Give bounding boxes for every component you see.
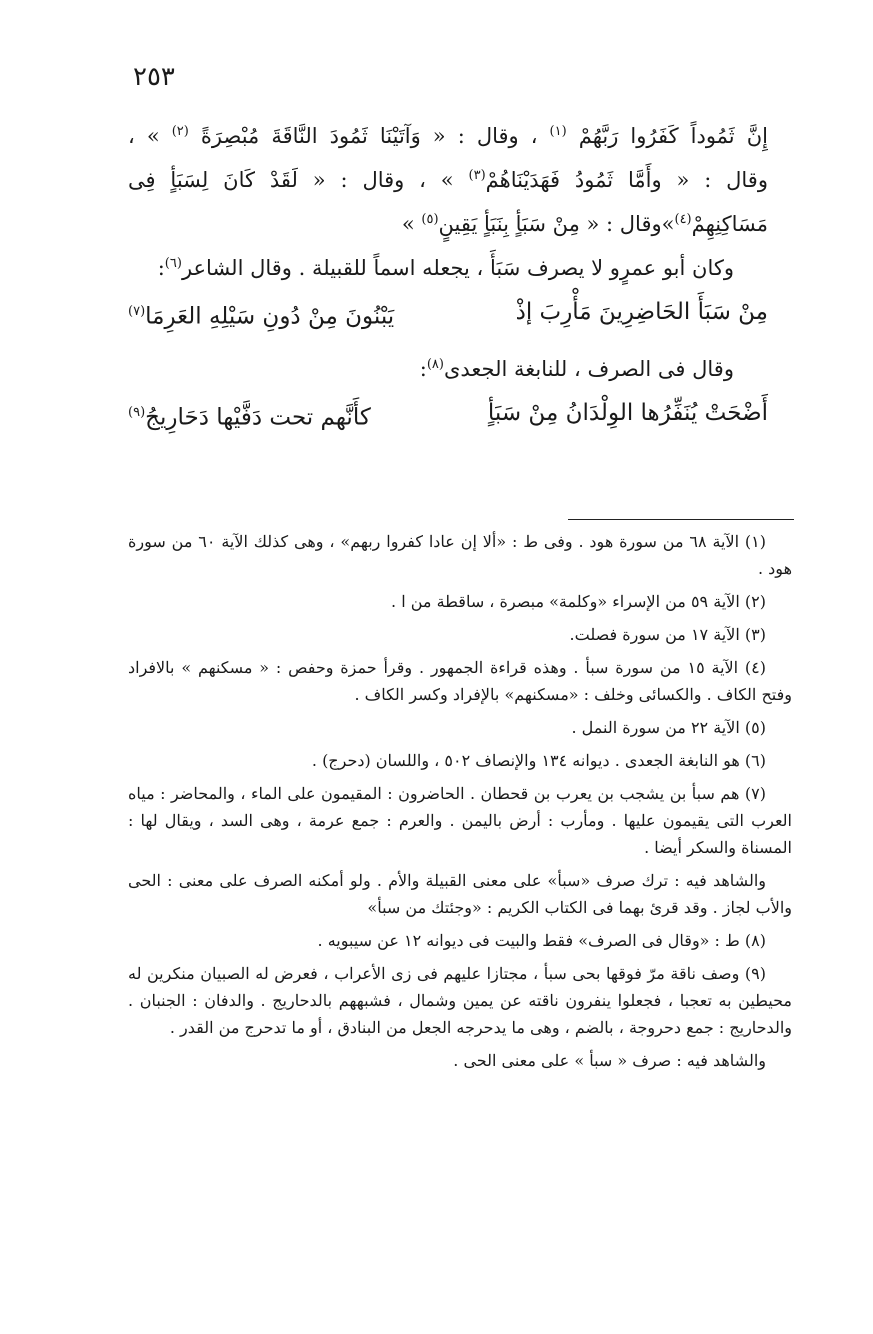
text-fragment: »	[401, 212, 415, 236]
footnote-6: (٦) هو النابغة الجعدى . ديوانه ١٣٤ والإنصاف ٥٠٢ ، واللسان (دحرج) .	[311, 751, 766, 770]
footnote-ref-4: (٤)	[674, 212, 692, 227]
footnote-2: (٢) الآية ٥٩ من الإسراء «وكلمة» مبصرة ، ساقطة من ا .	[391, 592, 766, 611]
page-number: ٢٥٣	[133, 62, 175, 92]
footnote-ref-5: (٥)	[421, 212, 439, 227]
verse-1	[128, 296, 768, 333]
footnote-7-note: والشاهد فيه : ترك صرف «سبأ» على معنى القبيلة والأم . ولو أمكنه الصرف على معنى : الحى والأب لجاز . وقد قرئ بهما فى الكتاب الكريم : «وجئتك من سبأ»	[128, 871, 792, 917]
text-fragment: » ،	[128, 124, 160, 148]
text-fragment: وكان أبو عمرٍو لا يصرف سَبَأَ ، يجعله اسماً للقبيلة . وقال الشاعر	[181, 256, 734, 280]
footnote-3: (٣) الآية ١٧ من سورة فصلت.	[569, 625, 766, 644]
verse-text: يَبْنُونَ مِنْ دُونِ سَيْلِهِ العَرِمَا	[145, 303, 395, 330]
text-fragment: مَسَاكِنِهِمْ	[691, 212, 768, 236]
text-fragment: »وقال : « مِنْ سَبَأٍ بِنَبَأٍ يَقِينٍ	[438, 212, 675, 236]
verse-1-second-hemistich	[128, 296, 394, 333]
footnote-divider	[568, 519, 794, 520]
footnote-ref-6: (٦)	[164, 256, 182, 271]
footnotes-block	[128, 528, 792, 1080]
footnote-8: (٨) ط : «وقال فى الصرف» فقط والبيت فى ديوانه ١٢ عن سيبويه .	[317, 931, 766, 950]
main-text-line-1	[128, 118, 768, 150]
footnote-1: (١) الآية ٦٨ من سورة هود . وفى ط : «ألا إن عادا كفروا ربهم» ، وهى كذلك الآية ٦٠ من سورة هود .	[128, 532, 792, 578]
main-text-line-4	[128, 250, 768, 282]
quranic-quote: إِنَّ ثَمُوداً كَفَرُوا رَبَّهُمْ	[578, 124, 768, 148]
footnote-7: (٧) هم سبأ بن يشجب بن يعرب بن قحطان . الحاضرون : المقيمون على الماء ، والمحاضر : مياه العرب التى يقيمون عليها . ومأرب : أرض باليمن . والعرم : جمع عرمة ، وهى السد ، ويقال لها : المسناة والسكر أيضا .	[128, 784, 792, 857]
footnote-5: (٥) الآية ٢٢ من سورة النمل .	[571, 718, 766, 737]
text-fragment: ، وقال : « وَآتَيْنَا ثَمُودَ النَّاقَةَ مُبْصِرَةً	[200, 124, 538, 148]
footnote-ref-7: (٧)	[128, 304, 146, 319]
main-text-line-5	[128, 351, 768, 383]
text-fragment: :	[157, 256, 165, 280]
main-text-block	[128, 118, 768, 451]
main-text-line-2	[128, 162, 768, 194]
verse-1-first-hemistich: مِنْ سَبَأَ الحَاضِرِينَ مَأْرِبَ إذْ	[515, 299, 768, 325]
verse-2-second-hemistich	[128, 397, 371, 434]
text-fragment: » ، وقال : « لَقَدْ كَانَ لِسَبَأٍ فِى	[128, 168, 454, 192]
footnote-ref-1: (١)	[549, 124, 567, 139]
footnote-9: (٩) وصف ناقة مرّ فوقها بحى سبأ ، مجتازا عليهم فى زى الأعراب ، فعرض له الصبيان منكرين له محيطين به تعجبا ، فجعلوا ينفرون ناقته عن يمين وشمال ، فشبههم بالدحاريج . والدفان : الجنبان . والدحاريج : جمع دحروجة ، بالضم ، وهى ما يدحرجه الجعل من البنادق ، أو ما تدحرج من القدر .	[128, 964, 792, 1037]
verse-2	[128, 397, 768, 434]
footnote-ref-8: (٨)	[426, 356, 444, 372]
verse-2-first-hemistich: أَضْحَتْ يُنَفِّرُها الوِلْدَانُ مِنْ سَبَأٍ	[487, 399, 768, 426]
footnote-ref-3: (٣)	[468, 168, 486, 183]
footnote-ref-2: (٢)	[171, 124, 189, 139]
footnote-4: (٤) الآية ١٥ من سورة سبأ . وهذه قراءة الجمهور . وقرأ حمزة وحفص : « مسكنهم » بالافراد وفتح الكاف . والكسائى وخلف : «مسكنهم» بالإفراد وكسر الكاف .	[128, 658, 792, 704]
text-fragment: وقال فى الصرف ، للنابغة الجعدى	[443, 356, 734, 381]
footnote-ref-9: (٩)	[128, 404, 146, 420]
footnote-9-note: والشاهد فيه : صرف « سبأ » على معنى الحى .	[453, 1051, 766, 1070]
text-fragment: :	[419, 356, 427, 381]
main-text-line-3	[128, 206, 768, 238]
text-fragment: وقال : « وأَمَّا ثَمُودُ فَهَدَيْنَاهُمْ	[485, 168, 768, 192]
verse-text: كأَنَّهم تحت دَفَّيْها دَحَارِيجُ	[145, 404, 371, 431]
